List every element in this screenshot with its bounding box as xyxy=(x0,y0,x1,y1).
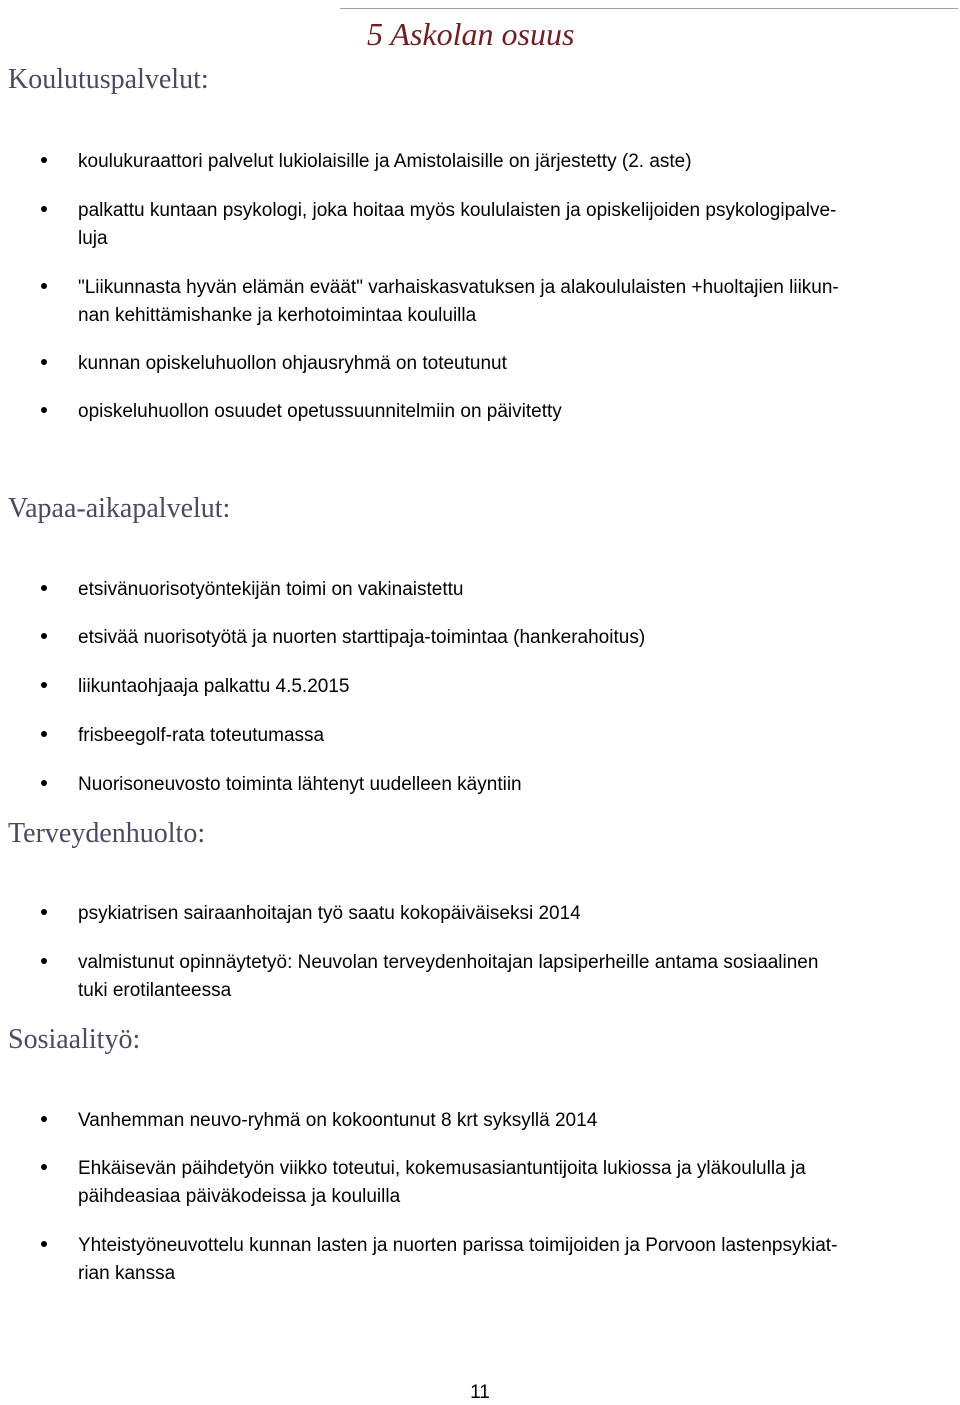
section-heading-vapaa-aikapalvelut: Vapaa-aikapalvelut: xyxy=(8,493,231,524)
list-item-text: Ehkäisevän päihdetyön viikko toteutui, kokemusasiantuntijoita lukiossa ja yläkoululla ja päihdeasiaa päiväkodeissa ja kouluilla xyxy=(78,1158,806,1207)
bullet-icon xyxy=(41,780,47,786)
bullet-icon xyxy=(41,909,47,915)
list-item-text: liikuntaohjaaja palkattu 4.5.2015 xyxy=(78,676,350,697)
top-rule xyxy=(340,8,958,9)
list-item-text: palkattu kuntaan psykologi, joka hoitaa myös koululaisten ja opiskelijoiden psykologipalve- luja xyxy=(78,200,837,249)
list-item-text: opiskeluhuollon osuudet opetussuunnitelmiin on päivitetty xyxy=(78,401,562,422)
bullet-icon xyxy=(41,682,47,688)
bullet-icon xyxy=(41,157,47,163)
bullet-icon xyxy=(41,283,47,289)
list-item-text: Vanhemman neuvo-ryhmä on kokoontunut 8 krt syksyllä 2014 xyxy=(78,1110,598,1131)
list-item-text: valmistunut opinnäytetyö: Neuvolan terveydenhoitajan lapsiperheille antama sosiaalinen tuki erotilanteessa xyxy=(78,952,819,1001)
list-item-text: Nuorisoneuvosto toiminta lähtenyt uudelleen käyntiin xyxy=(78,774,522,795)
bullet-icon xyxy=(41,585,47,591)
bullet-icon xyxy=(41,1116,47,1122)
bullet-icon xyxy=(41,359,47,365)
list-item-text: etsivää nuorisotyötä ja nuorten starttipaja-toimintaa (hankerahoitus) xyxy=(78,627,646,648)
bullet-icon xyxy=(41,1164,47,1170)
chapter-title: 5 Askolan osuus xyxy=(367,16,575,52)
list-item-text: etsivänuorisotyöntekijän toimi on vakinaistettu xyxy=(78,579,464,600)
bullet-icon xyxy=(41,958,47,964)
bullet-icon xyxy=(41,206,47,212)
list-item-text: frisbeegolf-rata toteutumassa xyxy=(78,725,325,746)
list-item-text: Yhteistyöneuvottelu kunnan lasten ja nuorten parissa toimijoiden ja Porvoon lastenpsykiat- rian kanssa xyxy=(78,1235,838,1284)
bullet-icon xyxy=(41,731,47,737)
section-heading-koulutuspalvelut: Koulutuspalvelut: xyxy=(8,64,209,95)
page-number: 11 xyxy=(470,1382,490,1403)
list-item-text: psykiatrisen sairaanhoitajan työ saatu kokopäiväiseksi 2014 xyxy=(78,903,581,924)
section-heading-terveydenhuolto: Terveydenhuolto: xyxy=(8,818,206,849)
list-item-text: kunnan opiskeluhuollon ohjausryhmä on toteutunut xyxy=(78,353,507,374)
bullet-icon xyxy=(41,633,47,639)
section-heading-sosiaalityo: Sosiaalityö: xyxy=(8,1024,141,1055)
bullet-icon xyxy=(41,1241,47,1247)
list-item-text: koulukuraattori palvelut lukiolaisille ja Amistolaisille on järjestetty (2. aste) xyxy=(78,151,692,172)
list-item-text: "Liikunnasta hyvän elämän eväät" varhaiskasvatuksen ja alakoululaisten +huoltajien liikun- nan kehittämishanke ja kerhotoimintaa kouluilla xyxy=(78,277,839,326)
bullet-icon xyxy=(41,407,47,413)
